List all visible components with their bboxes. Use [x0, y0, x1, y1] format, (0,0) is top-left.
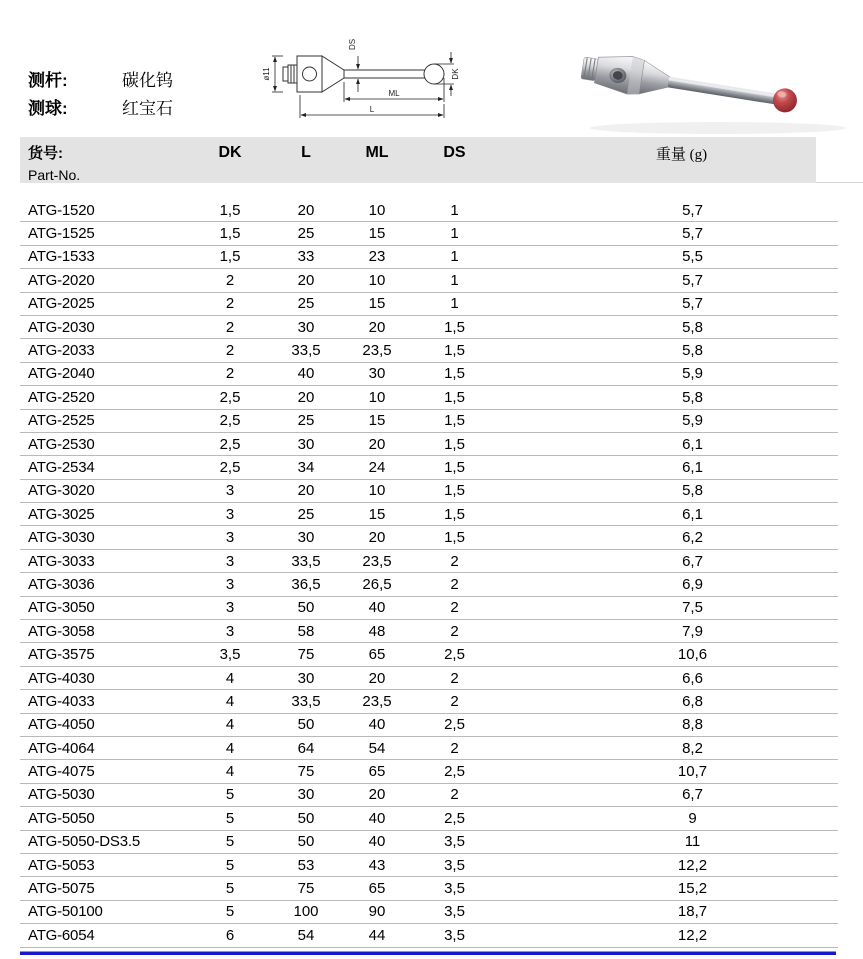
cell-ds: 2	[450, 739, 459, 757]
cell-ds: 1	[450, 295, 459, 313]
cell-part-no: ATG-3020	[28, 482, 95, 500]
cell-weight: 6,6	[682, 669, 703, 687]
cell-ds: 1,5	[444, 318, 465, 336]
table-row	[20, 222, 838, 245]
cell-dk: 4	[225, 739, 235, 757]
table-row	[20, 386, 838, 409]
cell-ds: 2	[450, 786, 459, 804]
cell-l: 25	[297, 505, 315, 523]
cell-ml: 65	[368, 646, 386, 664]
cell-weight: 6,2	[682, 529, 703, 547]
cell-l: 100	[293, 903, 319, 921]
table-row	[20, 456, 838, 479]
cell-ds: 2	[450, 575, 459, 593]
cell-ml: 26,5	[362, 575, 392, 593]
cell-part-no: ATG-5050-DS3.5	[28, 833, 140, 851]
spec-ball-label: 测球:	[28, 99, 68, 118]
cell-ds: 2,5	[444, 763, 465, 781]
cell-ds: 2	[450, 669, 459, 687]
cell-part-no: ATG-2033	[28, 342, 95, 360]
cell-l: 30	[297, 669, 315, 687]
cell-part-no: ATG-1525	[28, 225, 95, 243]
cell-weight: 12,2	[677, 926, 708, 944]
cell-ds: 1	[450, 248, 459, 266]
cell-ds: 2	[450, 692, 459, 710]
cell-ds: 3,5	[444, 833, 465, 851]
cell-l: 75	[297, 763, 315, 781]
table-row	[20, 831, 838, 854]
cell-dk: 2,5	[219, 458, 241, 476]
spec-stylus-ball	[28, 94, 173, 122]
cell-weight: 6,7	[682, 552, 703, 570]
cell-part-no: ATG-1533	[28, 248, 95, 266]
cell-weight: 5,7	[682, 271, 703, 289]
cell-weight: 5,7	[682, 225, 703, 243]
cell-ml: 40	[368, 716, 386, 734]
cell-part-no: ATG-5075	[28, 880, 95, 898]
cell-ml: 23,5	[362, 692, 392, 710]
cell-dk: 2	[225, 271, 235, 289]
cell-ml: 23	[368, 248, 386, 266]
cell-part-no: ATG-3036	[28, 575, 95, 593]
cell-part-no: ATG-3575	[28, 646, 95, 664]
table-row	[20, 269, 838, 292]
cell-dk: 1,5	[219, 225, 241, 243]
cell-dk: 4	[225, 692, 235, 710]
cell-l: 30	[297, 529, 315, 547]
cell-ds: 1,5	[444, 482, 465, 500]
cell-ds: 1,5	[444, 342, 465, 360]
label-dk: DK	[451, 68, 460, 80]
table-header	[20, 137, 816, 183]
cell-part-no: ATG-2530	[28, 435, 95, 453]
cell-ml: 40	[368, 809, 386, 827]
cell-ds: 2,5	[444, 809, 465, 827]
cell-part-no: ATG-2025	[28, 295, 95, 313]
table-row	[20, 246, 838, 269]
cell-part-no: ATG-2030	[28, 318, 95, 336]
cell-l: 58	[297, 622, 315, 640]
col-header-l: L	[301, 144, 311, 161]
cell-part-no: ATG-3050	[28, 599, 95, 617]
cell-l: 33,5	[291, 552, 321, 570]
table-row	[20, 667, 838, 690]
cell-ml: 20	[368, 786, 386, 804]
cell-ml: 10	[368, 271, 386, 289]
cell-ml: 65	[368, 763, 386, 781]
cell-part-no: ATG-3025	[28, 505, 95, 523]
table-row	[20, 433, 838, 456]
cell-dk: 3	[225, 622, 235, 640]
cell-ds: 2,5	[444, 716, 465, 734]
cell-weight: 5,8	[682, 482, 703, 500]
cell-ml: 10	[368, 201, 386, 219]
cell-l: 20	[297, 482, 315, 500]
cell-dk: 3	[225, 505, 235, 523]
table-row	[20, 550, 838, 573]
cell-l: 53	[297, 856, 315, 874]
cell-weight: 5,7	[682, 295, 703, 313]
cell-part-no: ATG-4064	[28, 739, 95, 757]
cell-dk: 5	[225, 880, 235, 898]
col-header-part-no-zh: 货号:	[28, 145, 63, 162]
cell-part-no: ATG-2525	[28, 412, 95, 430]
table-row	[20, 526, 838, 549]
cell-weight: 6,1	[682, 505, 703, 523]
cell-l: 75	[297, 880, 315, 898]
cell-ds: 1,5	[444, 458, 465, 476]
cell-dk: 5	[225, 833, 235, 851]
table-row	[20, 714, 838, 737]
cell-l: 25	[297, 225, 315, 243]
cell-weight: 6,1	[682, 435, 703, 453]
cell-ds: 1	[450, 271, 459, 289]
cell-part-no: ATG-3033	[28, 552, 95, 570]
table-row	[20, 597, 838, 620]
col-header-weight: 重量 (g)	[655, 147, 708, 163]
cell-ds: 1	[450, 225, 459, 243]
cell-dk: 3	[225, 552, 235, 570]
cell-ds: 2	[450, 599, 459, 617]
cell-ds: 3,5	[444, 903, 465, 921]
cell-ds: 3,5	[444, 926, 465, 944]
cell-l: 50	[297, 599, 315, 617]
cell-dk: 2	[225, 365, 235, 383]
cell-ml: 43	[368, 856, 386, 874]
cell-weight: 5,7	[682, 201, 703, 219]
cell-weight: 5,5	[682, 248, 703, 266]
table-row	[20, 690, 838, 713]
header-edge-line	[816, 182, 863, 183]
cell-ml: 10	[368, 388, 386, 406]
cell-l: 33	[297, 248, 315, 266]
cell-ds: 2	[450, 622, 459, 640]
thread-collar	[283, 67, 288, 81]
cell-ml: 48	[368, 622, 386, 640]
table-row	[20, 410, 838, 433]
cell-dk: 2,5	[219, 412, 241, 430]
cell-ml: 20	[368, 529, 386, 547]
spec-shaft-label: 测杆:	[28, 71, 68, 90]
cell-ml: 54	[368, 739, 386, 757]
cell-dk: 5	[225, 903, 235, 921]
label-ds: DS	[348, 38, 357, 50]
table-row	[20, 737, 838, 760]
cell-dk: 3	[225, 529, 235, 547]
table-row	[20, 339, 838, 362]
photo-ruby-ball	[771, 87, 798, 114]
cell-ds: 2	[450, 552, 459, 570]
cell-weight: 5,8	[682, 388, 703, 406]
cell-weight: 18,7	[677, 903, 708, 921]
table-row	[20, 316, 838, 339]
cell-weight: 5,8	[682, 342, 703, 360]
cell-ml: 15	[368, 295, 386, 313]
stylus-drawing-svg	[258, 38, 463, 133]
cell-l: 33,5	[291, 342, 321, 360]
spec-ball-value: 红宝石	[122, 99, 173, 118]
cell-dk: 3	[225, 482, 235, 500]
material-specs	[28, 66, 173, 122]
cell-dk: 6	[225, 926, 235, 944]
cell-ds: 2,5	[444, 646, 465, 664]
cell-part-no: ATG-4075	[28, 763, 95, 781]
photo-shadow	[590, 122, 846, 134]
cell-ds: 1,5	[444, 505, 465, 523]
taper-cone	[322, 56, 344, 92]
cell-weight: 10,6	[677, 646, 708, 664]
label-l: L	[369, 105, 375, 114]
cell-ml: 23,5	[362, 552, 392, 570]
cell-weight: 5,9	[682, 365, 703, 383]
cell-dk: 4	[225, 763, 235, 781]
col-header-part-no	[20, 141, 185, 186]
cell-l: 75	[297, 646, 315, 664]
cell-ml: 65	[368, 880, 386, 898]
cell-l: 20	[297, 388, 315, 406]
cell-dk: 5	[225, 786, 235, 804]
table-row	[20, 573, 838, 596]
cell-l: 40	[297, 365, 315, 383]
cell-weight: 8,2	[682, 739, 703, 757]
cell-part-no: ATG-2040	[28, 365, 95, 383]
cell-dk: 4	[225, 716, 235, 734]
col-header-ds: DS	[443, 144, 466, 161]
ball-outline	[424, 64, 444, 84]
cell-dk: 2	[225, 318, 235, 336]
col-header-dk: DK	[218, 144, 242, 161]
cell-part-no: ATG-3058	[28, 622, 95, 640]
cell-part-no: ATG-4050	[28, 716, 95, 734]
cell-weight: 10,7	[677, 763, 708, 781]
spec-shaft-value: 碳化钨	[122, 71, 173, 90]
table-row	[20, 643, 838, 666]
cell-ml: 20	[368, 669, 386, 687]
body-hole	[303, 67, 317, 81]
cell-weight: 5,9	[682, 412, 703, 430]
col-header-part-no-en: Part-No.	[28, 167, 81, 183]
table-row	[20, 854, 838, 877]
cell-dk: 2	[225, 342, 235, 360]
cell-part-no: ATG-50100	[28, 903, 103, 921]
table-row	[20, 503, 838, 526]
cell-dk: 1,5	[219, 201, 241, 219]
cell-part-no: ATG-5030	[28, 786, 95, 804]
cell-l: 25	[297, 295, 315, 313]
cell-ml: 30	[368, 365, 386, 383]
cell-weight: 6,1	[682, 458, 703, 476]
table-row	[20, 924, 838, 947]
cell-dk: 3,5	[219, 646, 241, 664]
cell-weight: 5,8	[682, 318, 703, 336]
stylus-body	[297, 56, 322, 92]
cell-ds: 1,5	[444, 388, 465, 406]
cell-ml: 90	[368, 903, 386, 921]
cell-ds: 1,5	[444, 435, 465, 453]
cell-dk: 2,5	[219, 388, 241, 406]
cell-part-no: ATG-2020	[28, 271, 95, 289]
cell-part-no: ATG-5050	[28, 809, 95, 827]
cell-dk: 2	[225, 295, 235, 313]
table-row	[20, 784, 838, 807]
cell-ml: 15	[368, 505, 386, 523]
cell-weight: 6,8	[682, 692, 703, 710]
cell-part-no: ATG-3030	[28, 529, 95, 547]
cell-ml: 20	[368, 435, 386, 453]
spec-stylus-shaft	[28, 66, 173, 94]
cell-ds: 1,5	[444, 529, 465, 547]
cell-ds: 1,5	[444, 412, 465, 430]
cell-weight: 12,2	[677, 856, 708, 874]
cell-part-no: ATG-5053	[28, 856, 95, 874]
bottom-accent-line	[20, 951, 836, 955]
cell-l: 36,5	[291, 575, 321, 593]
cell-weight: 15,2	[677, 880, 708, 898]
cell-l: 30	[297, 318, 315, 336]
cell-ml: 23,5	[362, 342, 392, 360]
cell-dk: 3	[225, 575, 235, 593]
table-row	[20, 199, 838, 222]
table-row	[20, 480, 838, 503]
cell-l: 30	[297, 435, 315, 453]
thread-body	[288, 65, 297, 83]
cell-l: 50	[297, 833, 315, 851]
cell-weight: 9	[688, 809, 697, 827]
parts-table-body	[20, 199, 838, 948]
cell-ml: 44	[368, 926, 386, 944]
cell-ml: 15	[368, 225, 386, 243]
table-row	[20, 620, 838, 643]
stylus-technical-drawing	[258, 38, 463, 133]
cell-part-no: ATG-4033	[28, 692, 95, 710]
stylus-product-photo	[568, 28, 860, 140]
cell-ml: 40	[368, 599, 386, 617]
cell-l: 25	[297, 412, 315, 430]
table-row	[20, 901, 838, 924]
cell-dk: 5	[225, 856, 235, 874]
cell-ml: 10	[368, 482, 386, 500]
cell-l: 20	[297, 201, 315, 219]
cell-part-no: ATG-1520	[28, 201, 95, 219]
cell-ml: 20	[368, 318, 386, 336]
label-shank-dia: ø11	[262, 67, 271, 81]
cell-ml: 40	[368, 833, 386, 851]
table-row	[20, 877, 838, 900]
dim-shank-dia	[272, 56, 283, 92]
cell-dk: 2,5	[219, 435, 241, 453]
cell-ml: 24	[368, 458, 386, 476]
table-row	[20, 760, 838, 783]
cell-part-no: ATG-6054	[28, 926, 95, 944]
cell-l: 33,5	[291, 692, 321, 710]
cell-l: 50	[297, 809, 315, 827]
cell-l: 54	[297, 926, 315, 944]
cell-l: 64	[297, 739, 315, 757]
cell-dk: 5	[225, 809, 235, 827]
cell-l: 30	[297, 786, 315, 804]
cell-ds: 3,5	[444, 856, 465, 874]
label-ml: ML	[388, 89, 400, 98]
col-header-ml: ML	[365, 144, 389, 161]
cell-ds: 1,5	[444, 365, 465, 383]
table-row	[20, 293, 838, 316]
stylus-photo-svg	[568, 28, 860, 140]
cell-ds: 3,5	[444, 880, 465, 898]
cell-l: 50	[297, 716, 315, 734]
cell-weight: 6,7	[682, 786, 703, 804]
cell-part-no: ATG-2520	[28, 388, 95, 406]
cell-ds: 1	[450, 201, 459, 219]
cell-l: 34	[297, 458, 315, 476]
cell-dk: 4	[225, 669, 235, 687]
table-row	[20, 363, 838, 386]
cell-part-no: ATG-2534	[28, 458, 95, 476]
cell-dk: 3	[225, 599, 235, 617]
cell-ml: 15	[368, 412, 386, 430]
cell-weight: 8,8	[682, 716, 703, 734]
cell-weight: 7,9	[682, 622, 703, 640]
cell-l: 20	[297, 271, 315, 289]
cell-weight: 6,9	[682, 575, 703, 593]
cell-weight: 7,5	[682, 599, 703, 617]
cell-dk: 1,5	[219, 248, 241, 266]
photo-cone	[639, 60, 672, 98]
cell-weight: 11	[684, 833, 701, 851]
cell-part-no: ATG-4030	[28, 669, 95, 687]
table-row	[20, 807, 838, 830]
